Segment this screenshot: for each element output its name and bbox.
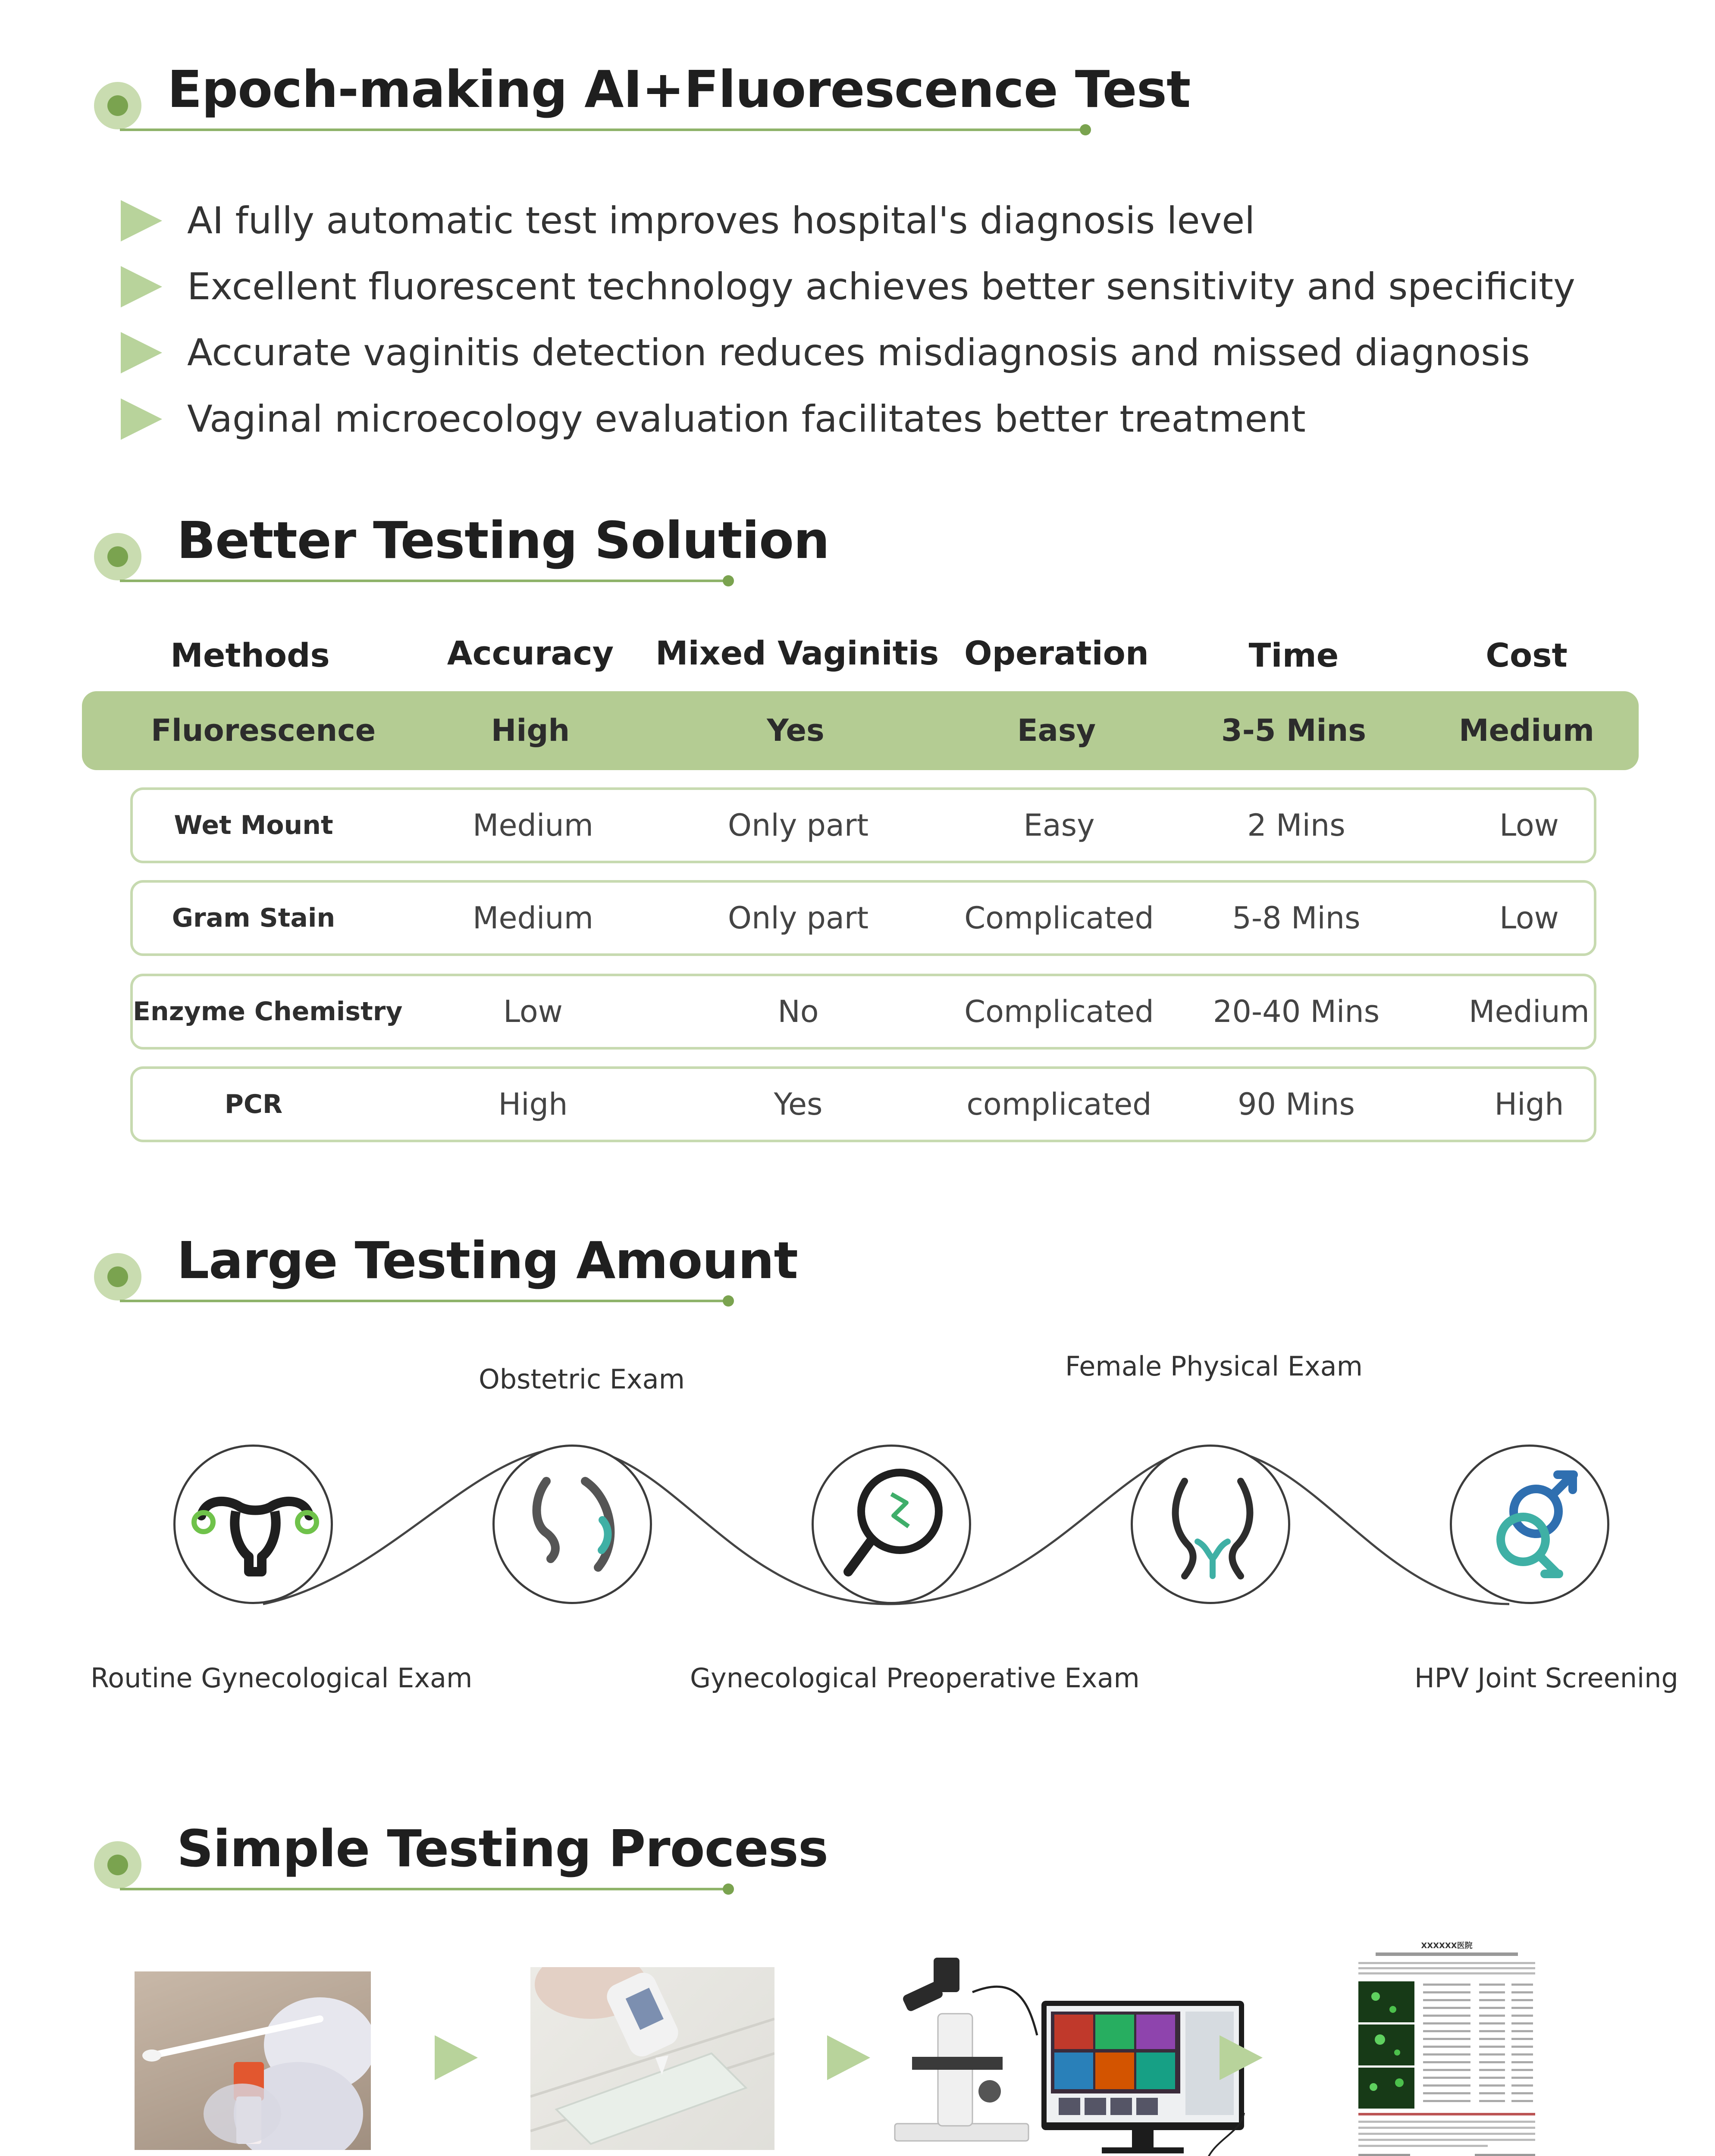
sampling-photo <box>135 1971 371 2150</box>
section3-bullet-dot <box>94 1253 141 1300</box>
section3-title: Large Testing Amount <box>177 1231 798 1290</box>
report-hospital-name: XXXXXX医院 <box>1421 1941 1473 1950</box>
uterus-icon <box>173 1445 333 1604</box>
feature-bullet: AI fully automatic test improves hospital's diagnosis level <box>121 195 1587 247</box>
section4-bullet-dot <box>94 1841 141 1889</box>
section1-title: Epoch-making AI+Fluorescence Test <box>167 60 1191 119</box>
table-row: Gram Stain Medium Only part Complicated 5-8 Mins Low <box>130 880 1596 956</box>
section1-bullet-dot <box>94 82 141 129</box>
header-time: Time <box>1248 636 1339 674</box>
microscope-computer-photo <box>886 1949 1261 2156</box>
step-arrow-icon <box>827 2035 870 2080</box>
label-routine-gynecological-exam: Routine Gynecological Exam <box>91 1662 473 1694</box>
table-row: Enzyme Chemistry Low No Complicated 20-40 Mins Medium <box>130 974 1596 1050</box>
label-obstetric-exam: Obstetric Exam <box>479 1363 685 1395</box>
label-gynecological-preoperative-exam: Gynecological Preoperative Exam <box>690 1662 1140 1694</box>
section3-underline <box>120 1300 729 1302</box>
section2-underline <box>120 580 729 582</box>
label-hpv-joint-screening: HPV Joint Screening <box>1414 1662 1678 1694</box>
label-female-physical-exam: Female Physical Exam <box>1065 1351 1363 1382</box>
feature-bullet: Excellent fluorescent technology achieves better sensitivity and specificity <box>121 261 1587 313</box>
step-arrow-icon <box>1220 2035 1263 2080</box>
slide-making-photo <box>530 1967 774 2150</box>
gender-symbol-icon <box>1450 1445 1609 1604</box>
step-arrow-icon <box>435 2035 478 2080</box>
header-operation: Operation <box>964 634 1149 672</box>
table-row: PCR High Yes complicated 90 Mins High <box>130 1066 1596 1142</box>
table-row-highlight: Fluorescence High Yes Easy 3-5 Mins Medium <box>82 691 1639 770</box>
section4-underline <box>120 1888 729 1890</box>
feature-bullet: Accurate vaginitis detection reduces misdiagnosis and missed diagnosis <box>121 327 1587 379</box>
magnifier-icon <box>812 1445 971 1604</box>
arrow-icon <box>121 200 162 241</box>
section2-title: Better Testing Solution <box>177 511 830 570</box>
arrow-icon <box>121 266 162 307</box>
section1-underline <box>120 128 1086 131</box>
table-row: Wet Mount Medium Only part Easy 2 Mins Low <box>130 787 1596 863</box>
feature-bullet: Vaginal microecology evaluation facilitates better treatment <box>121 393 1587 445</box>
header-cost: Cost <box>1486 636 1568 674</box>
section2-bullet-dot <box>94 533 141 580</box>
female-body-icon <box>1131 1445 1290 1604</box>
pregnancy-icon <box>492 1445 652 1604</box>
report-document <box>1350 1936 1544 2156</box>
arrow-icon <box>121 398 162 440</box>
header-mixed-vaginitis: Mixed Vaginitis <box>655 634 939 672</box>
header-methods: Methods <box>170 636 330 674</box>
section4-title: Simple Testing Process <box>177 1819 828 1878</box>
arrow-icon <box>121 332 162 373</box>
header-accuracy: Accuracy <box>447 634 614 672</box>
